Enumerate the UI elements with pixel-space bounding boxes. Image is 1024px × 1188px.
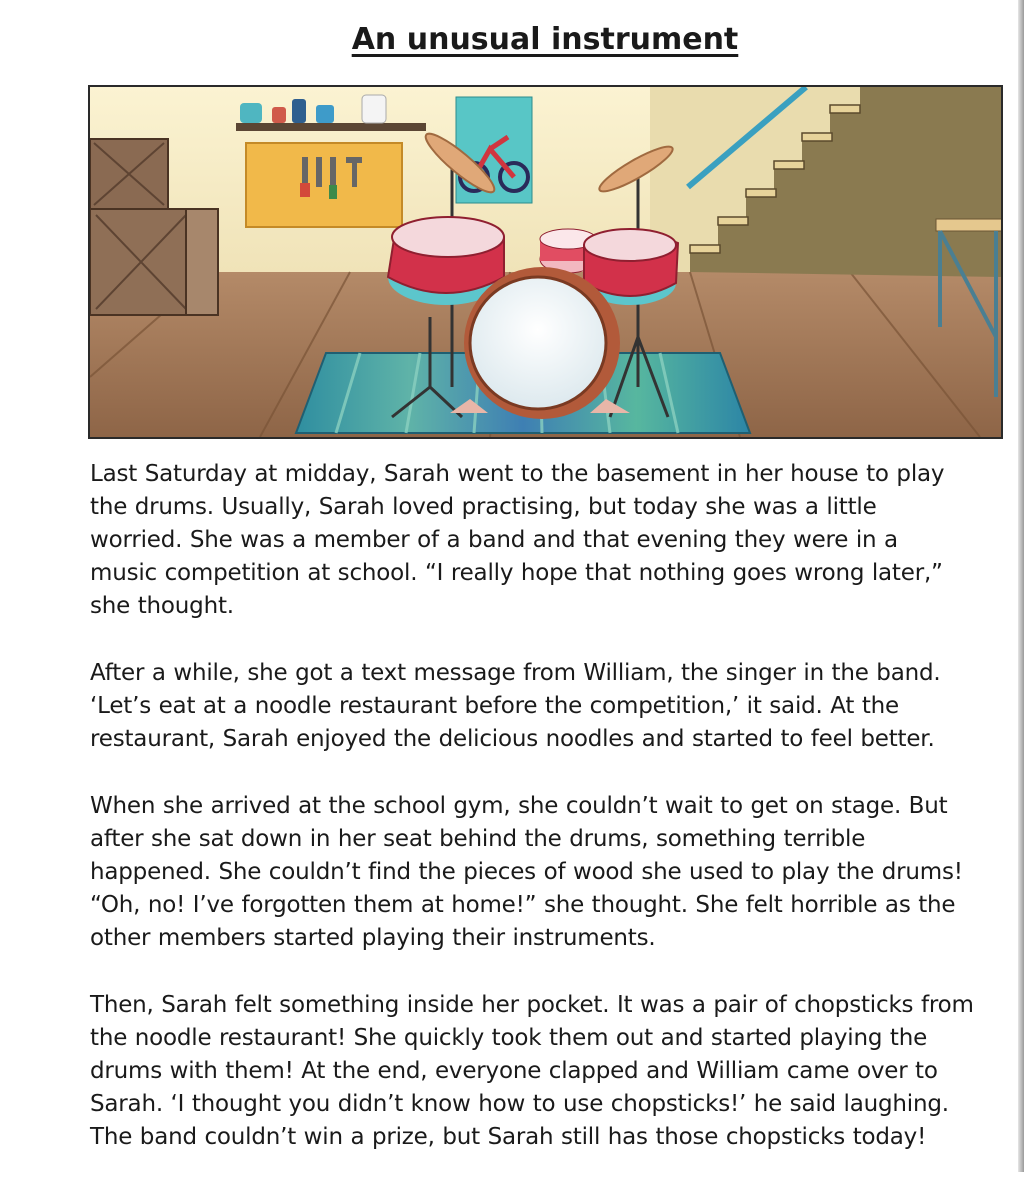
paragraph-4 xyxy=(90,989,995,1154)
paragraph-2 xyxy=(90,657,995,756)
text-line: happened. She couldn’t find the pieces of wood she used to play the drums! xyxy=(90,859,963,885)
text-line: restaurant, Sarah enjoyed the delicious noodles and started to feel better. xyxy=(90,726,935,752)
text-line: after she sat down in her seat behind the drums, something terrible xyxy=(90,826,866,852)
text-line: music competition at school. “I really hope that nothing goes wrong later,” xyxy=(90,560,943,586)
text-line: Sarah. ‘I thought you didn’t know how to use chopsticks!’ he said laughing. xyxy=(90,1091,949,1117)
text-line: drums with them! At the end, everyone clapped and William came over to xyxy=(90,1058,938,1084)
text-line: When she arrived at the school gym, she couldn’t wait to get on stage. But xyxy=(90,793,948,819)
text-line: other members started playing their instruments. xyxy=(90,925,656,951)
paragraph-3 xyxy=(90,790,995,955)
story-illustration xyxy=(88,85,1003,439)
text-line: the drums. Usually, Sarah loved practising, but today she was a little xyxy=(90,494,877,520)
text-line: The band couldn’t win a prize, but Sarah still has those chopsticks today! xyxy=(90,1124,927,1150)
paragraph-1 xyxy=(90,458,995,623)
text-line: the noodle restaurant! She quickly took them out and started playing the xyxy=(90,1025,928,1051)
text-line: she thought. xyxy=(90,593,234,619)
text-line: ‘Let’s eat at a noodle restaurant before the competition,’ it said. At the xyxy=(90,693,899,719)
story-title: An unusual instrument xyxy=(351,22,739,57)
text-line: Last Saturday at midday, Sarah went to the basement in her house to play xyxy=(90,461,945,487)
text-line: Then, Sarah felt something inside her pocket. It was a pair of chopsticks from xyxy=(90,992,974,1018)
page-edge-shadow xyxy=(1018,0,1024,1172)
text-line: After a while, she got a text message from William, the singer in the band. xyxy=(90,660,941,686)
story-text xyxy=(90,458,995,1188)
text-line: worried. She was a member of a band and that evening they were in a xyxy=(90,527,898,553)
text-line: “Oh, no! I’ve forgotten them at home!” she thought. She felt horrible as the xyxy=(90,892,956,918)
